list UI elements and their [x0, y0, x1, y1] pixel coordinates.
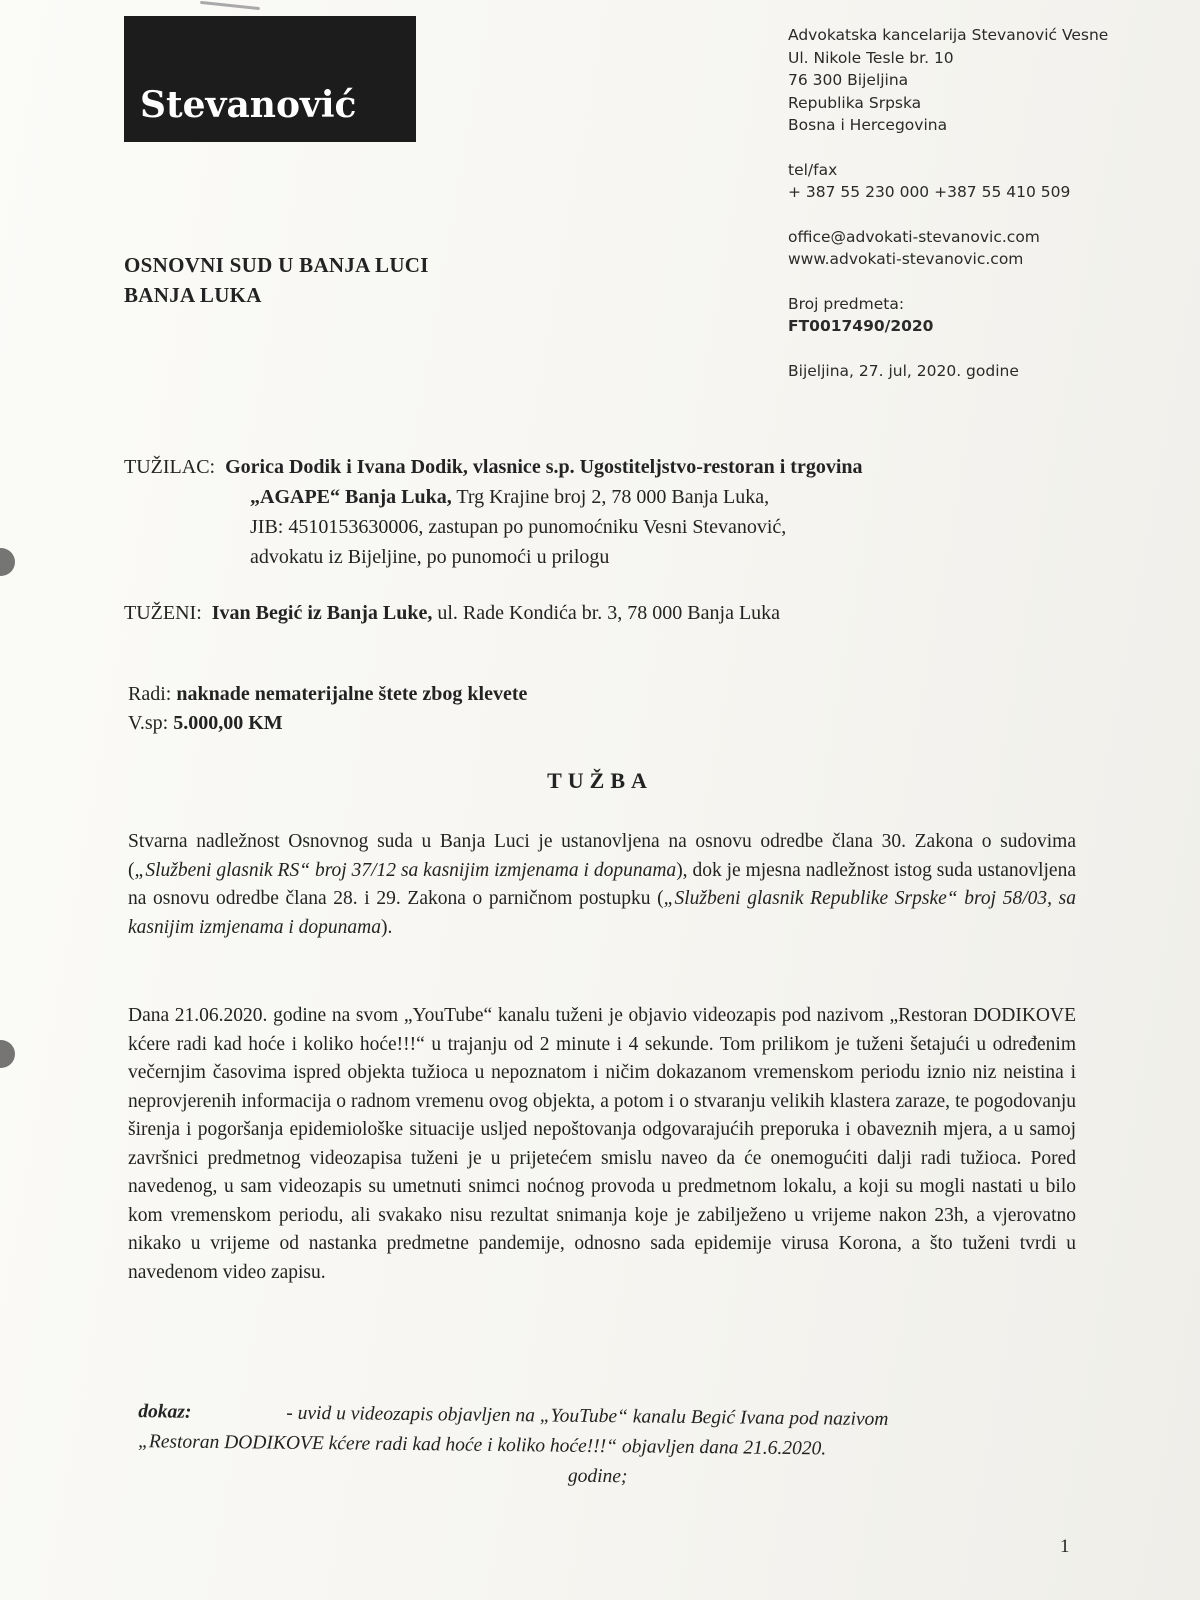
- plaintiff-line-3: JIB: 4510153630006, zastupan po punomoćniku Vesni Stevanović,: [250, 516, 787, 538]
- document-title: TUŽBA: [547, 768, 653, 793]
- paragraph-facts: Dana 21.06.2020. godine na svom „YouTube“ kanalu tuženi je objavio videozapis pod nazivom „Restoran DODIKOVE kćere radi kad hoće i koliko hoće!!!“ u trajanju od 2 minute i 4 sekunde. Tom prilikom je tuženi šetajući u određenim večernjim časovima ispred objekta tužioca u nepoznatom i ničim dokazanom vremenskom periodu iznio niz neistina i neprovjerenih informacija o radnom vremenu ovog objekta, a potom i o stvaranju velikih klastera zaraze, te pogodovanju širenja i pogoršanja epidemiološke situacije usljed nepoštovanja odgovarajućih preporuka i obaveznih mjera, a u samoj završnici predmetnog videozapisa tuženi je u prijetećem smislu naveo da će onemogućiti dalji radi tužioca. Pored navedenog, u sam videozapis su umetnuti snimci noćnog provoda u predmetnom lokalu, a koji su mogli nastati u bilo kom vremenskom periodu, ali svakako nisu rezultat snimanja koje je zabilježeno u vrijeme nakon 23h, a vjerovatno nikako u vrijeme od nastanka predmetne pandemije, odnosno sada epidemije virusa Korona, a što tuženi tvrdi u navedenom video zapisu.: [128, 1005, 1076, 1283]
- parties-block: [124, 452, 1064, 628]
- firm-country: Bosna i Hercegovina: [788, 116, 948, 134]
- evidence-label: dokaz:: [138, 1401, 192, 1423]
- firm-city: 76 300 Bijeljina: [788, 71, 909, 89]
- firm-logo-text: Stevanović: [140, 84, 357, 126]
- plaintiff-line-1: [124, 452, 1064, 482]
- plaintiff-names: Gorica Dodik i Ivana Dodik, vlasnice s.p. Ugostiteljstvo-restoran i trgovina: [225, 456, 863, 478]
- firm-email: office@advokati-stevanovic.com: [788, 227, 1040, 246]
- court-address: [124, 250, 429, 310]
- firm-letterhead: [788, 24, 1188, 382]
- plaintiff-label: TUŽILAC:: [124, 456, 216, 478]
- subject-line: Radi: naknade nematerijalne štete zbog klevete: [128, 683, 528, 705]
- firm-logo: [124, 16, 416, 142]
- plaintiff-line-2: „AGAPE“ Banja Luka, Trg Krajine broj 2, 78 000 Banja Luka,: [250, 486, 770, 508]
- defendant-address: ul. Rade Kondića br. 3, 78 000 Banja Luka: [437, 602, 781, 624]
- defendant-line: [124, 598, 1064, 628]
- firm-name: Advokatska kancelarija Stevanović Vesne: [788, 26, 1109, 44]
- subject-block: [128, 680, 527, 738]
- plaintiff-line-4: advokatu iz Bijeljine, po punomoći u prilogu: [250, 546, 610, 568]
- firm-entity: Republika Srpska: [788, 93, 922, 112]
- paragraph-jurisdiction: Stvarna nadležnost Osnovnog suda u Banja Luci je ustanovljena na osnovu odredbe člana 30. Zakona o sudovima („Službeni glasnik RS“ broj 37/12 sa kasnijim izmjenama i dopunama), dok je mjesna nadležnost istog suda ustanovljena na osnovu odredbe člana 28. i 29. Zakona o parničnom postupku („Službeni glasnik Republike Srpske“ broj 58/03, sa kasnijim izmjenama i dopunama).: [128, 831, 1076, 938]
- court-city: BANJA LUKA: [124, 283, 262, 307]
- evidence-line-2: „Restoran DODIKOVE kćere radi kad hoće i koliko hoće!!!“ objavljen dana 21.6.2020.: [137, 1431, 827, 1460]
- evidence-line-1: dokaz: - uvid u videozapis objavljen na „YouTube“ kanalu Begić Ivana pod nazivom: [138, 1397, 1058, 1437]
- evidence-block: [138, 1397, 1059, 1497]
- date-line: Bijeljina, 27. jul, 2020. godine: [788, 361, 1019, 380]
- defendant-label: TUŽENI:: [124, 602, 202, 624]
- firm-web: www.advokati-stevanovic.com: [788, 250, 1024, 268]
- firm-tel-label: tel/fax: [788, 160, 838, 179]
- page-number: 1: [1060, 1536, 1070, 1557]
- defendant-name: Ivan Begić iz Banja Luke,: [211, 602, 433, 624]
- case-number: FT0017490/2020: [788, 317, 934, 335]
- court-name: OSNOVNI SUD U BANJA LUCI: [124, 253, 429, 277]
- punch-hole-top: [0, 548, 15, 576]
- case-label: Broj predmeta:: [788, 294, 905, 313]
- evidence-line-3: godine;: [567, 1465, 628, 1488]
- paperclip-wire: [200, 1, 260, 10]
- punch-hole-bottom: [0, 1040, 15, 1068]
- value-line: V.sp: 5.000,00 KM: [128, 712, 283, 734]
- firm-phones: + 387 55 230 000 +387 55 410 509: [788, 183, 1071, 201]
- firm-street: Ul. Nikole Tesle br. 10: [788, 48, 954, 67]
